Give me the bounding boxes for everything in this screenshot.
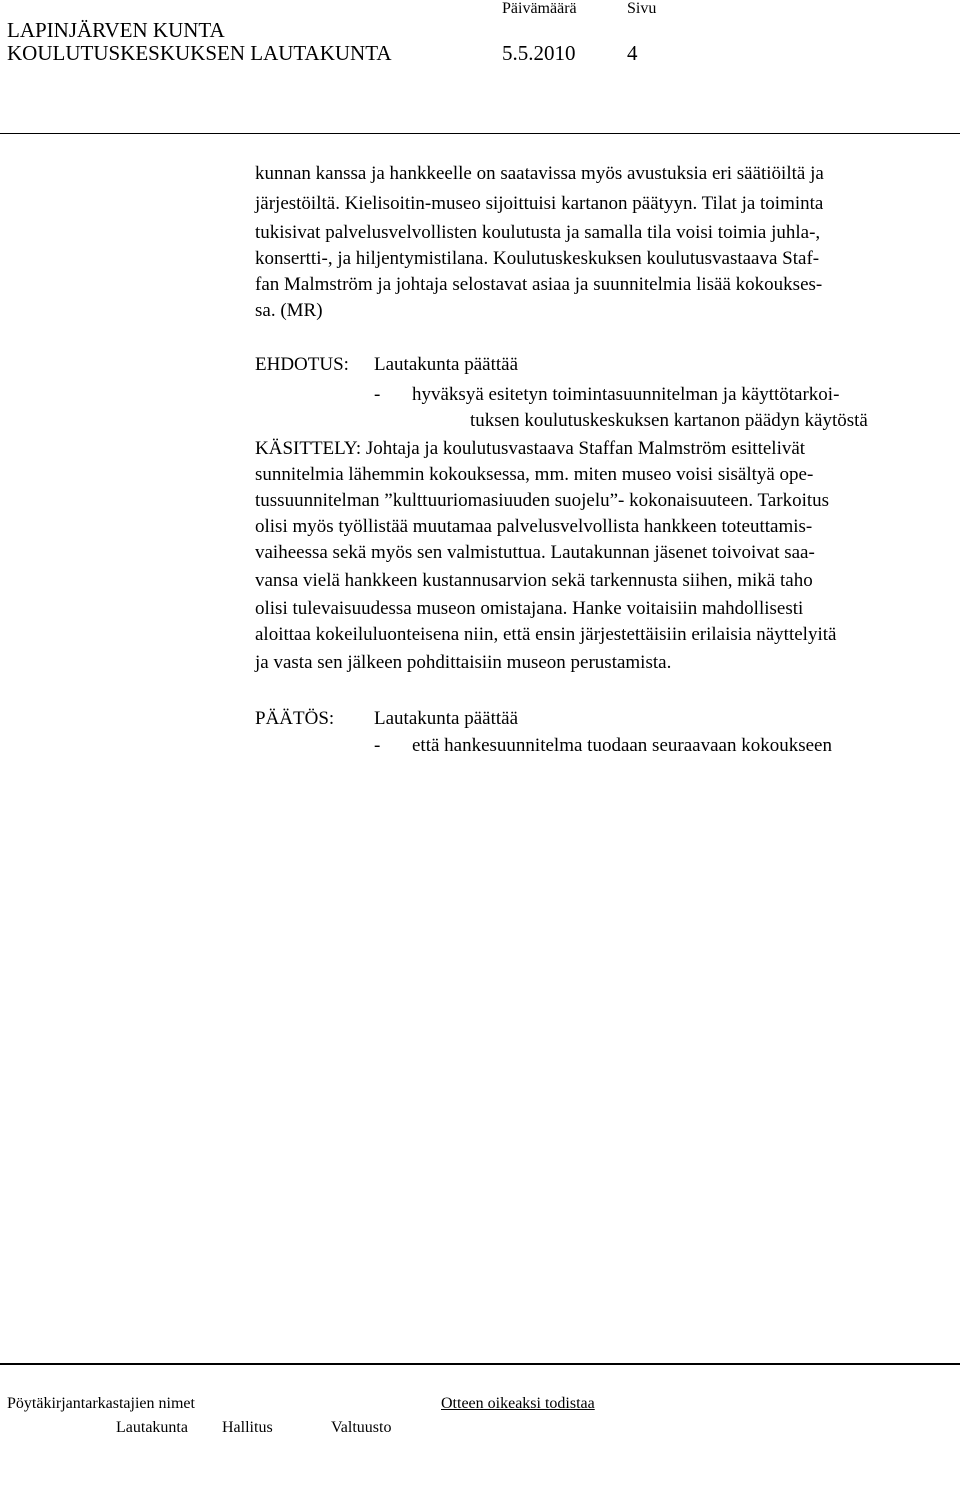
- processing-line: olisi myös työllistää muutamaa palvelusvelvollista hankkeen toteuttamis-: [255, 516, 813, 537]
- decision-dash: -: [374, 735, 381, 756]
- reviewers-label: Pöytäkirjantarkastajien nimet: [7, 1395, 195, 1412]
- page-label: Sivu: [627, 0, 657, 17]
- header-divider: [0, 133, 960, 134]
- processing-line: aloittaa kokeiluluonteisena niin, että ensin järjestettäisiin erilaisia näyttelyitä: [255, 624, 837, 645]
- proposal-item-line: hyväksyä esitetyn toimintasuunnitelman ja käyttötarkoi-: [412, 384, 840, 405]
- body-lautakunta: Lautakunta: [116, 1419, 188, 1436]
- processing-line: vaiheessa sekä myös sen valmistuttua. Lautakunnan jäsenet toivoivat saa-: [255, 542, 815, 563]
- processing-line: KÄSITTELY: Johtaja ja koulutusvastaava Staffan Malmström esittelivät: [255, 438, 806, 459]
- paragraph-line: järjestöiltä. Kielisoitin-museo sijoittuisi kartanon päätyyn. Tilat ja toiminta: [255, 193, 824, 214]
- paragraph-line: fan Malmström ja johtaja selostavat asiaa ja suunnitelmia lisää kokoukses-: [255, 274, 823, 295]
- certified-label: Otteen oikeaksi todistaa: [441, 1395, 595, 1412]
- paragraph-line: tukisivat palvelusvelvollisten koulutusta ja samalla tila voisi toimia juhla-,: [255, 222, 821, 243]
- decision-item: että hankesuunnitelma tuodaan seuraavaan kokoukseen: [412, 735, 832, 756]
- body-hallitus: Hallitus: [222, 1419, 273, 1436]
- proposal-item-line: tuksen koulutuskeskuksen kartanon päädyn käytöstä: [470, 410, 868, 431]
- decision-lead: Lautakunta päättää: [374, 708, 519, 729]
- proposal-lead: Lautakunta päättää: [374, 354, 519, 375]
- committee-name: KOULUTUSKESKUKSEN LAUTAKUNTA: [7, 41, 392, 65]
- decision-label: PÄÄTÖS:: [255, 708, 335, 729]
- proposal-dash: -: [374, 384, 381, 405]
- paragraph-line: sa. (MR): [255, 300, 323, 321]
- date-label: Päivämäärä: [502, 0, 577, 17]
- page-number: 4: [627, 41, 638, 65]
- body-valtuusto: Valtuusto: [331, 1419, 392, 1436]
- processing-line: olisi tulevaisuudessa museon omistajana. Hanke voitaisiin mahdollisesti: [255, 598, 804, 619]
- processing-line: tussuunnitelman ”kulttuuriomasiuuden suojelu”- kokonaisuuteen. Tarkoitus: [255, 490, 830, 511]
- paragraph-line: kunnan kanssa ja hankkeelle on saatavissa myös avustuksia eri säätiöiltä ja: [255, 163, 824, 184]
- processing-line: ja vasta sen jälkeen pohdittaisiin museon perustamista.: [255, 652, 672, 673]
- footer-divider: [0, 1363, 960, 1365]
- proposal-label: EHDOTUS:: [255, 354, 349, 375]
- processing-line: sunnitelmia lähemmin kokouksessa, mm. miten museo voisi sisältyä ope-: [255, 464, 814, 485]
- processing-line: vansa vielä hankkeen kustannusarvion sekä tarkennusta siihen, mikä taho: [255, 570, 813, 591]
- meeting-date: 5.5.2010: [502, 41, 576, 65]
- organization-name: LAPINJÄRVEN KUNTA: [7, 18, 225, 42]
- paragraph-line: konsertti-, ja hiljentymistilana. Koulutuskeskuksen koulutusvastaava Staf-: [255, 248, 820, 269]
